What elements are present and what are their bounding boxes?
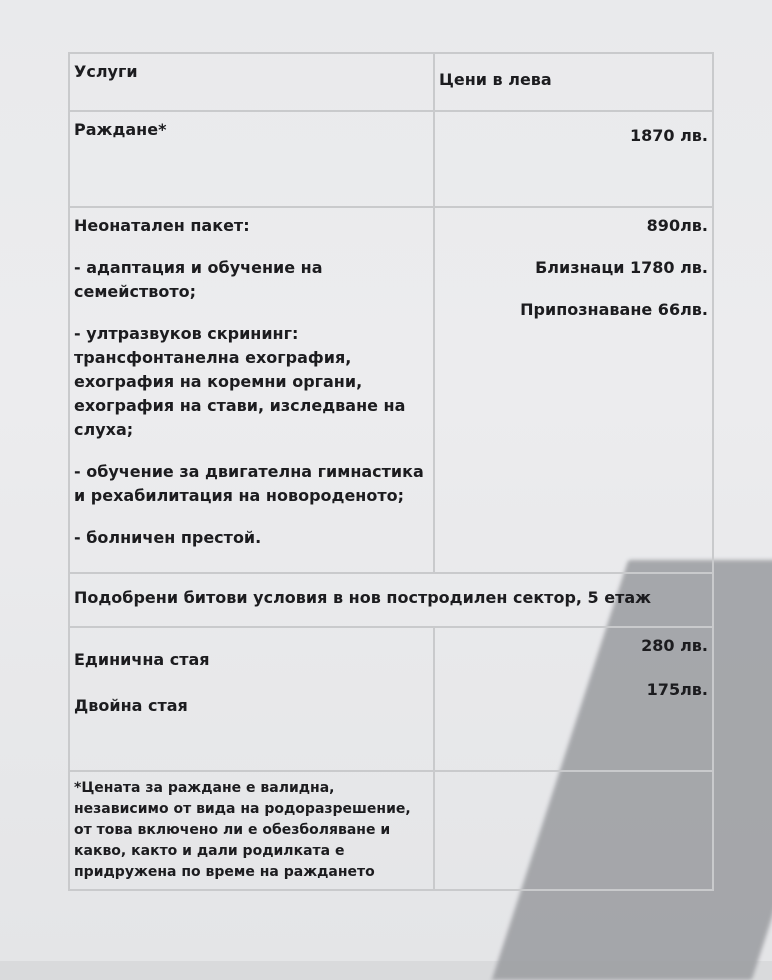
neonatal-description-cell: [69, 207, 434, 573]
table-row-neonatal: [69, 207, 713, 573]
improved-conditions-cell: [69, 573, 713, 627]
table-header-row: [69, 53, 713, 111]
birth-label: Раждане*: [74, 120, 167, 139]
twins-price: Близнаци 1780 лв.: [535, 258, 708, 277]
improved-conditions-title: Подобрени битови условия в нов постродилен сектор, 5 етаж: [74, 588, 652, 607]
rooms-price-cell: [434, 627, 713, 771]
neonatal-item: - обучение за двигателна гимнастика и рехабилитация на новороденото;: [74, 462, 424, 505]
neonatal-item: - адаптация и обучение на семейството;: [74, 258, 323, 301]
recognition-price: Припознаване 66лв.: [520, 300, 708, 319]
table-row-improved: [69, 573, 713, 627]
note-empty-cell: [434, 771, 713, 890]
neonatal-price-cell: [434, 207, 713, 573]
neonatal-title: Неонатален пакет:: [74, 216, 250, 235]
header-services-label: Услуги: [74, 62, 138, 81]
double-room-price: 175лв.: [646, 680, 708, 699]
header-prices-label: Цени в лева: [439, 70, 552, 89]
header-services: [69, 53, 434, 111]
table-row-rooms: [69, 627, 713, 771]
single-room-price: 280 лв.: [641, 636, 708, 655]
double-room-label: Двойна стая: [74, 696, 188, 715]
price-table: [68, 52, 714, 891]
footnote-text: *Цената за раждане е валидна, независимо от вида на родоразрешение, от това включено ли е обезболяване и какво, както и дали родилката е придружена по време на раждането: [74, 780, 411, 880]
table-row-note: [69, 771, 713, 890]
birth-price: 1870 лв.: [629, 126, 708, 145]
birth-price-cell: [434, 111, 713, 207]
neonatal-price: 890лв.: [646, 216, 708, 235]
neonatal-item: - болничен престой.: [74, 528, 262, 547]
note-cell: [69, 771, 434, 890]
birth-label-cell: [69, 111, 434, 207]
single-room-label: Единична стая: [74, 650, 210, 669]
neonatal-item: - ултразвуков скрининг: трансфонтанелна ехография, ехография на коремни органи, ехография на стави, изследване на слуха;: [74, 324, 406, 439]
rooms-label-cell: [69, 627, 434, 771]
header-prices: [434, 53, 713, 111]
table-row-birth: [69, 111, 713, 207]
